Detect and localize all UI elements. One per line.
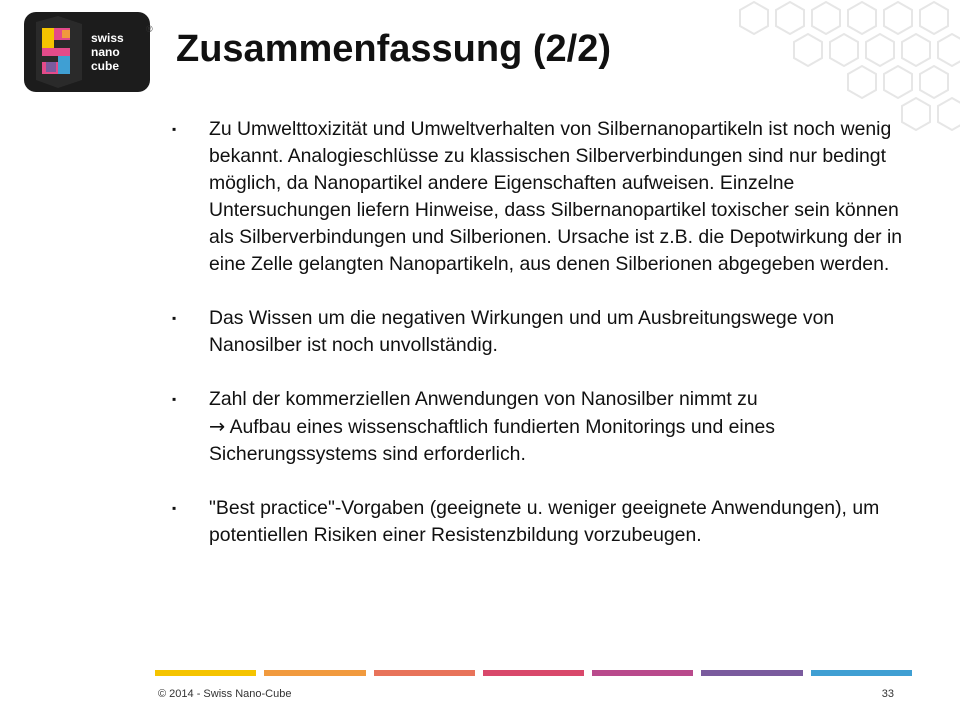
bullet-text-3-part1: Zahl der kommerziellen Anwendungen von Nanosilber nimmt zu — [209, 388, 758, 410]
bullet-list — [170, 116, 905, 576]
bullet-item-2 — [170, 305, 905, 359]
color-bar-segment — [811, 670, 912, 676]
bullet-text-4: "Best practice"-Vorgaben (geeignete u. weniger geeignete Anwendungen), um potentiellen Risiken einer Resistenzbildung vorzubeugen. — [209, 497, 880, 546]
page-number: 33 — [881, 688, 894, 700]
square-bullet-icon: ▪ — [172, 501, 177, 515]
logo-text-swiss: swiss — [91, 31, 124, 45]
swiss-nano-cube-logo — [24, 12, 150, 92]
right-arrow-icon: → — [209, 415, 226, 438]
square-bullet-icon: ▪ — [172, 392, 177, 406]
bullet-item-4 — [170, 495, 905, 549]
slide-title: Zusammenfassung (2/2) — [176, 28, 611, 70]
bullet-text-3 — [209, 386, 905, 468]
square-bullet-icon: ▪ — [172, 122, 177, 136]
color-bar-segment — [483, 670, 584, 676]
color-bar-segment — [264, 670, 365, 676]
color-bar-segment — [155, 670, 256, 676]
footer-copyright: © 2014 - Swiss Nano-Cube — [158, 688, 292, 700]
registered-mark: ® — [146, 24, 153, 34]
bullet-text-2: Das Wissen um die negativen Wirkungen und um Ausbreitungswege von Nanosilber ist noch unvollständig. — [209, 307, 835, 356]
color-bar-segment — [701, 670, 802, 676]
bullet-text-3-part2: Aufbau eines wissenschaftlich fundierten Monitorings und eines Sicherungssystems sind erforderlich. — [209, 416, 775, 465]
bullet-text-1: Zu Umwelttoxizität und Umweltverhalten von Silbernanopartikeln ist noch wenig bekannt. Analogieschlüsse zu klassischen Silberverbindungen sind nur bedingt möglich, da Nanopartikel andere Eigenschaften aufweisen. Einzelne Untersuchungen liefern Hinweise, dass Silbernanopartikel toxischer sein können als Silberverbindungen und Silberionen. Ursache ist z.B. die Depotwirkung der in eine Zelle gelangten Nanopartikeln, aus denen Silberionen abgegeben werden. — [209, 118, 903, 275]
color-bar-segment — [374, 670, 475, 676]
color-bar-segment — [592, 670, 693, 676]
footer-color-bar — [155, 670, 912, 676]
logo-text-nano: nano — [91, 45, 120, 59]
logo-text-cube: cube — [91, 59, 120, 73]
logo-cube-mark — [36, 16, 82, 88]
bullet-item-3 — [170, 386, 905, 468]
bullet-item-1 — [170, 116, 905, 278]
square-bullet-icon: ▪ — [172, 311, 177, 325]
